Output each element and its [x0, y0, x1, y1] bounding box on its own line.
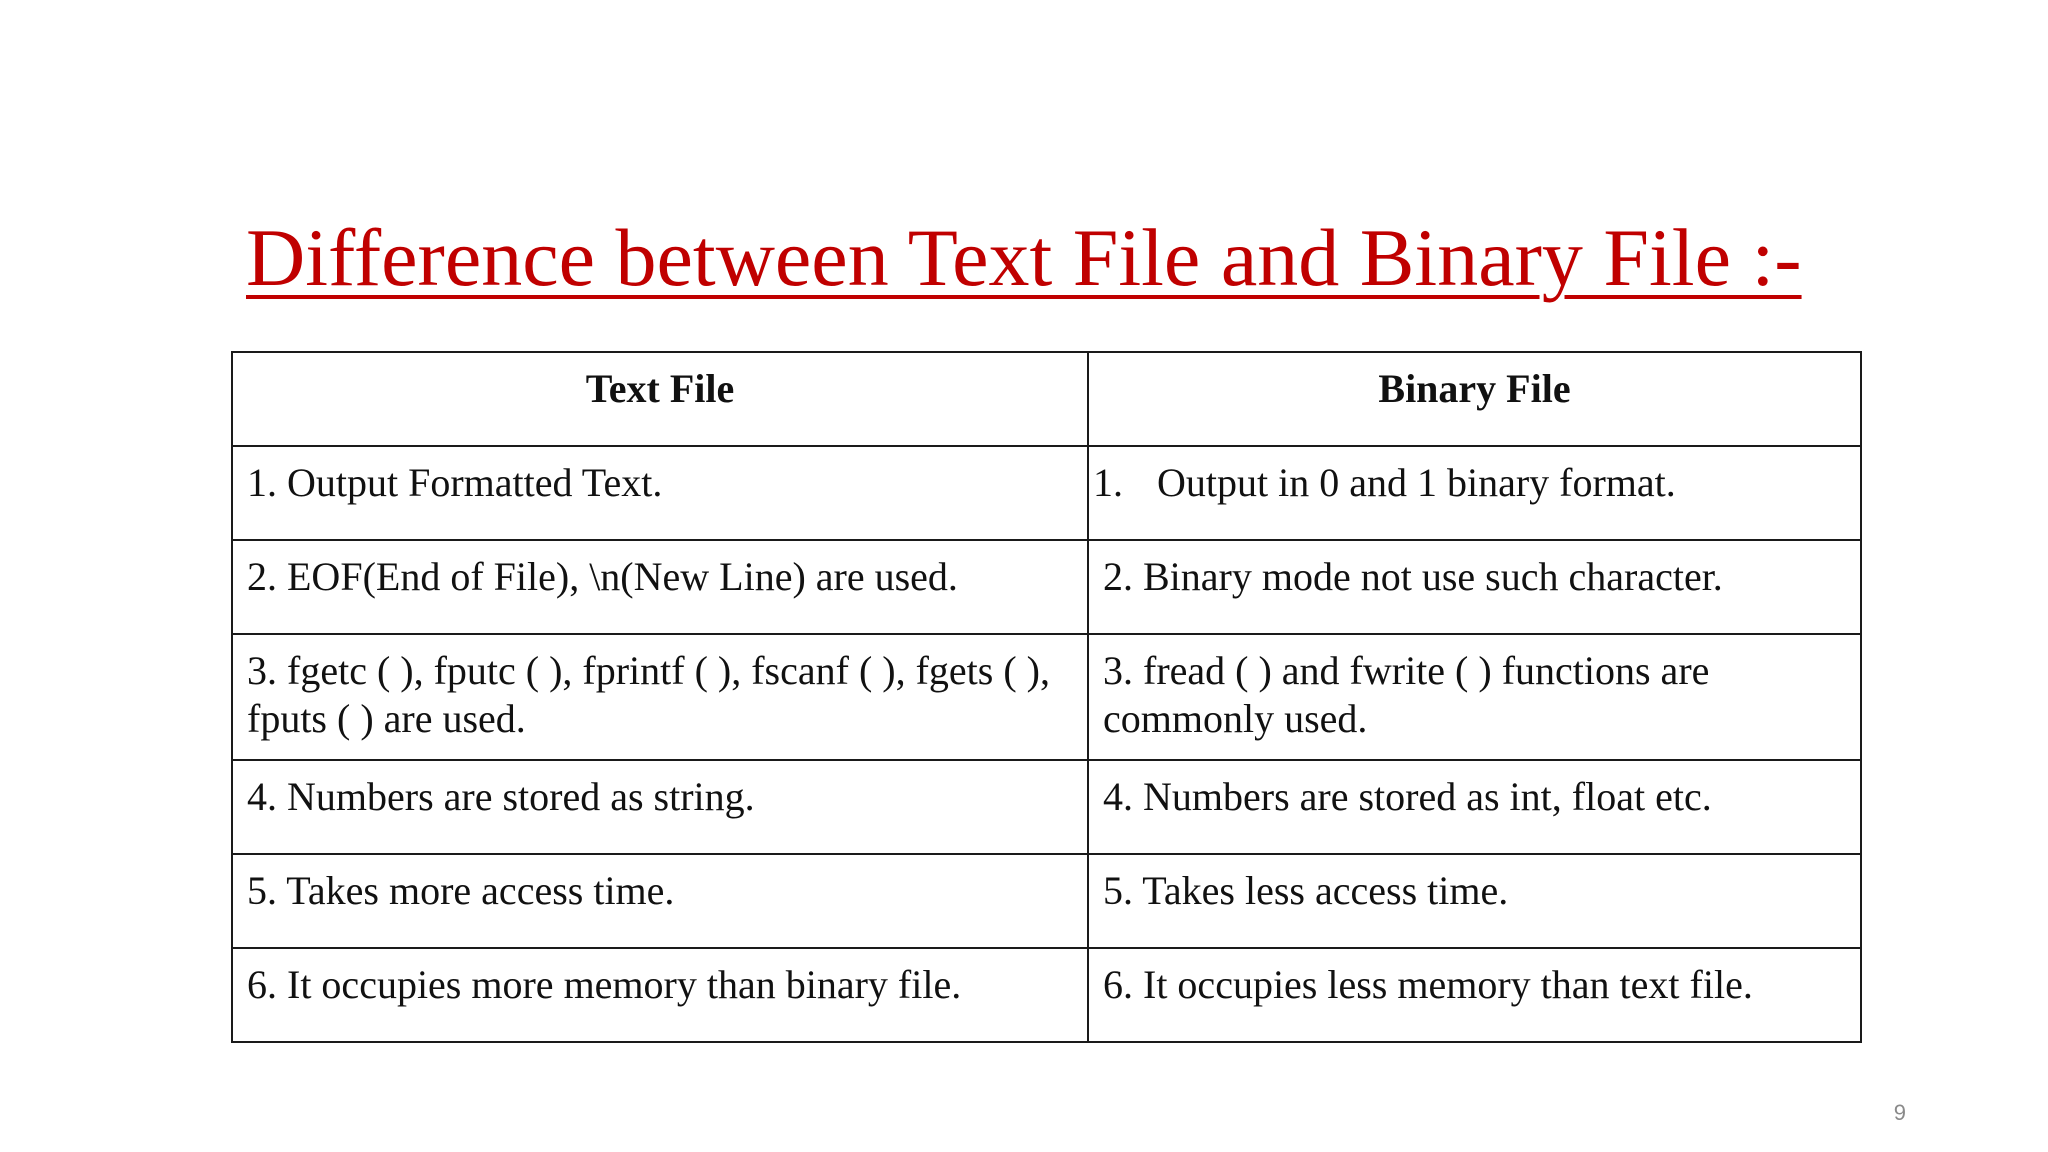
binary-file-cell: 2. Binary mode not use such character.: [1088, 540, 1861, 634]
table-row: [232, 540, 1861, 634]
text-file-cell: 2. EOF(End of File), \n(New Line) are used.: [232, 540, 1088, 634]
slide-title: Difference between Text File and Binary File :-: [246, 212, 1802, 303]
binary-file-cell: 5. Takes less access time.: [1088, 854, 1861, 948]
comparison-table: [231, 351, 1862, 1043]
header-binary-file: Binary File: [1088, 352, 1861, 446]
text-file-cell: 5. Takes more access time.: [232, 854, 1088, 948]
binary-file-text: Output in 0 and 1 binary format.: [1157, 460, 1676, 505]
text-file-cell: 6. It occupies more memory than binary file.: [232, 948, 1088, 1042]
text-file-cell: 3. fgetc ( ), fputc ( ), fprintf ( ), fscanf ( ), fgets ( ), fputs ( ) are used.: [232, 634, 1088, 760]
table-row: [232, 854, 1861, 948]
list-number: 1.: [1093, 460, 1123, 505]
table-row: [232, 948, 1861, 1042]
table-row: [232, 760, 1861, 854]
text-file-cell: 1. Output Formatted Text.: [232, 446, 1088, 540]
binary-file-cell: 4. Numbers are stored as int, float etc.: [1088, 760, 1861, 854]
table-header-row: [232, 352, 1861, 446]
table-row: [232, 634, 1861, 760]
binary-file-cell: 6. It occupies less memory than text file.: [1088, 948, 1861, 1042]
table-row: [232, 446, 1861, 540]
header-text-file: Text File: [232, 352, 1088, 446]
text-file-cell: 4. Numbers are stored as string.: [232, 760, 1088, 854]
binary-file-cell: [1088, 446, 1861, 540]
binary-file-cell: 3. fread ( ) and fwrite ( ) functions are commonly used.: [1088, 634, 1861, 760]
page-number: 9: [1893, 1100, 1906, 1125]
